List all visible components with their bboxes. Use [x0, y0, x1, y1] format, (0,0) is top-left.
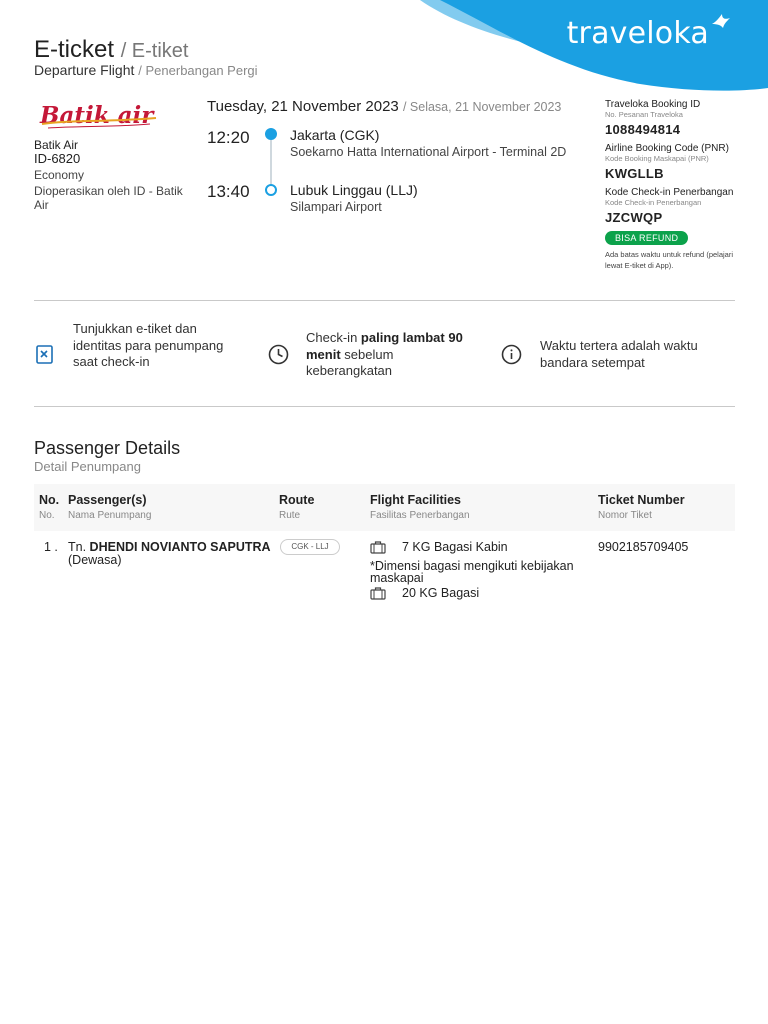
pnr-label: Airline Booking Code (PNR) — [605, 143, 729, 154]
passenger-no: 1 . — [44, 540, 58, 554]
passenger-name: Tn. DHENDI NOVIANTO SAPUTRA — [68, 540, 271, 554]
flight-timeline-line — [270, 140, 272, 184]
passenger-section-title: Passenger Details — [34, 438, 181, 458]
note-show-ticket: Tunjukkan e-tiket dan identitas para penumpang saat check-in — [73, 321, 224, 369]
page-subtitle: Departure Flight / Penerbangan Pergi — [34, 62, 258, 78]
checked-bag-icon — [370, 587, 386, 600]
pnr-translation: Kode Booking Maskapai (PNR) — [605, 154, 709, 163]
info-icon — [501, 344, 522, 365]
cabin-class: Economy — [34, 168, 85, 182]
page-title: E-ticket / E-tiket — [34, 36, 189, 63]
checkin-code-translation: Kode Check-in Penerbangan — [605, 198, 702, 207]
clock-icon — [268, 344, 289, 365]
traveloka-logo — [567, 16, 732, 51]
note-checkin-deadline: Check-in paling lambat 90 menit sebelum keberangkatan — [306, 330, 463, 378]
traveloka-booking-id: 1088494814 — [605, 122, 681, 137]
passenger-type: (Dewasa) — [68, 553, 122, 567]
pnr-code: KWGLLB — [605, 166, 664, 181]
arrival-dot — [265, 184, 277, 196]
column-header-ticket-number: Ticket Number Nomor Tiket — [598, 493, 685, 521]
departure-dot — [265, 128, 277, 140]
column-header-facilities: Flight Facilities Fasilitas Penerbangan — [370, 493, 470, 521]
column-header-passenger: Passenger(s) Nama Penumpang — [68, 493, 152, 521]
column-header-route: Route Rute — [279, 493, 315, 521]
eticket-id-icon — [36, 345, 53, 364]
operated-by: Dioperasikan oleh ID - Batik Air — [34, 184, 183, 212]
passenger-table-header — [34, 484, 735, 531]
flight-number: ID-6820 — [34, 151, 81, 166]
brand-name: traveloka — [566, 16, 709, 51]
departure-city: Jakarta (CGK) — [290, 127, 380, 143]
note-local-time: Waktu tertera adalah waktu bandara setempat — [540, 338, 698, 370]
batik-air-logo — [38, 98, 160, 132]
airline-info — [34, 138, 184, 212]
airline-logo-text: Batik air — [40, 102, 154, 129]
traveloka-booking-id-label: Traveloka Booking ID — [605, 99, 701, 110]
baggage-dimension-note: *Dimensi bagasi mengikuti kebijakan maskapai — [370, 559, 574, 585]
refund-badge: BISA REFUND — [605, 231, 688, 245]
passenger-section-subtitle: Detail Penumpang — [34, 459, 141, 474]
departure-airport: Soekarno Hatta International Airport - Terminal 2D — [290, 145, 567, 159]
page-subtitle-translation: / Penerbangan Pergi — [138, 63, 258, 78]
airline-name: Batik Air — [34, 138, 79, 152]
booking-codes — [605, 99, 735, 271]
page-title-translation: / E-tiket — [120, 40, 189, 62]
divider — [34, 406, 735, 407]
column-header-no: No. No. — [39, 493, 60, 521]
flight-date: Tuesday, 21 November 2023 / Selasa, 21 November 2023 — [207, 98, 562, 115]
checkin-code: JZCWQP — [605, 210, 663, 225]
arrival-city: Lubuk Linggau (LLJ) — [290, 182, 418, 198]
route-badge: CGK - LLJ — [280, 539, 340, 555]
arrival-airport: Silampari Airport — [290, 200, 382, 214]
ticket-number: 9902185709405 — [598, 540, 689, 554]
divider — [34, 300, 735, 301]
checkin-code-label: Kode Check-in Penerbangan — [605, 187, 734, 198]
bird-icon — [710, 12, 732, 34]
arrival-time: 13:40 — [207, 182, 250, 201]
traveloka-booking-id-translation: No. Pesanan Traveloka — [605, 110, 683, 119]
cabin-bag-icon — [370, 541, 386, 554]
flight-date-translation: / Selasa, 21 November 2023 — [402, 100, 562, 114]
checked-baggage: 20 KG Bagasi — [402, 586, 480, 600]
departure-time: 12:20 — [207, 128, 250, 147]
refund-note: Ada batas waktu untuk refund (pelajari lewat E-tiket di App). — [605, 250, 733, 270]
cabin-baggage: 7 KG Bagasi Kabin — [402, 540, 508, 554]
